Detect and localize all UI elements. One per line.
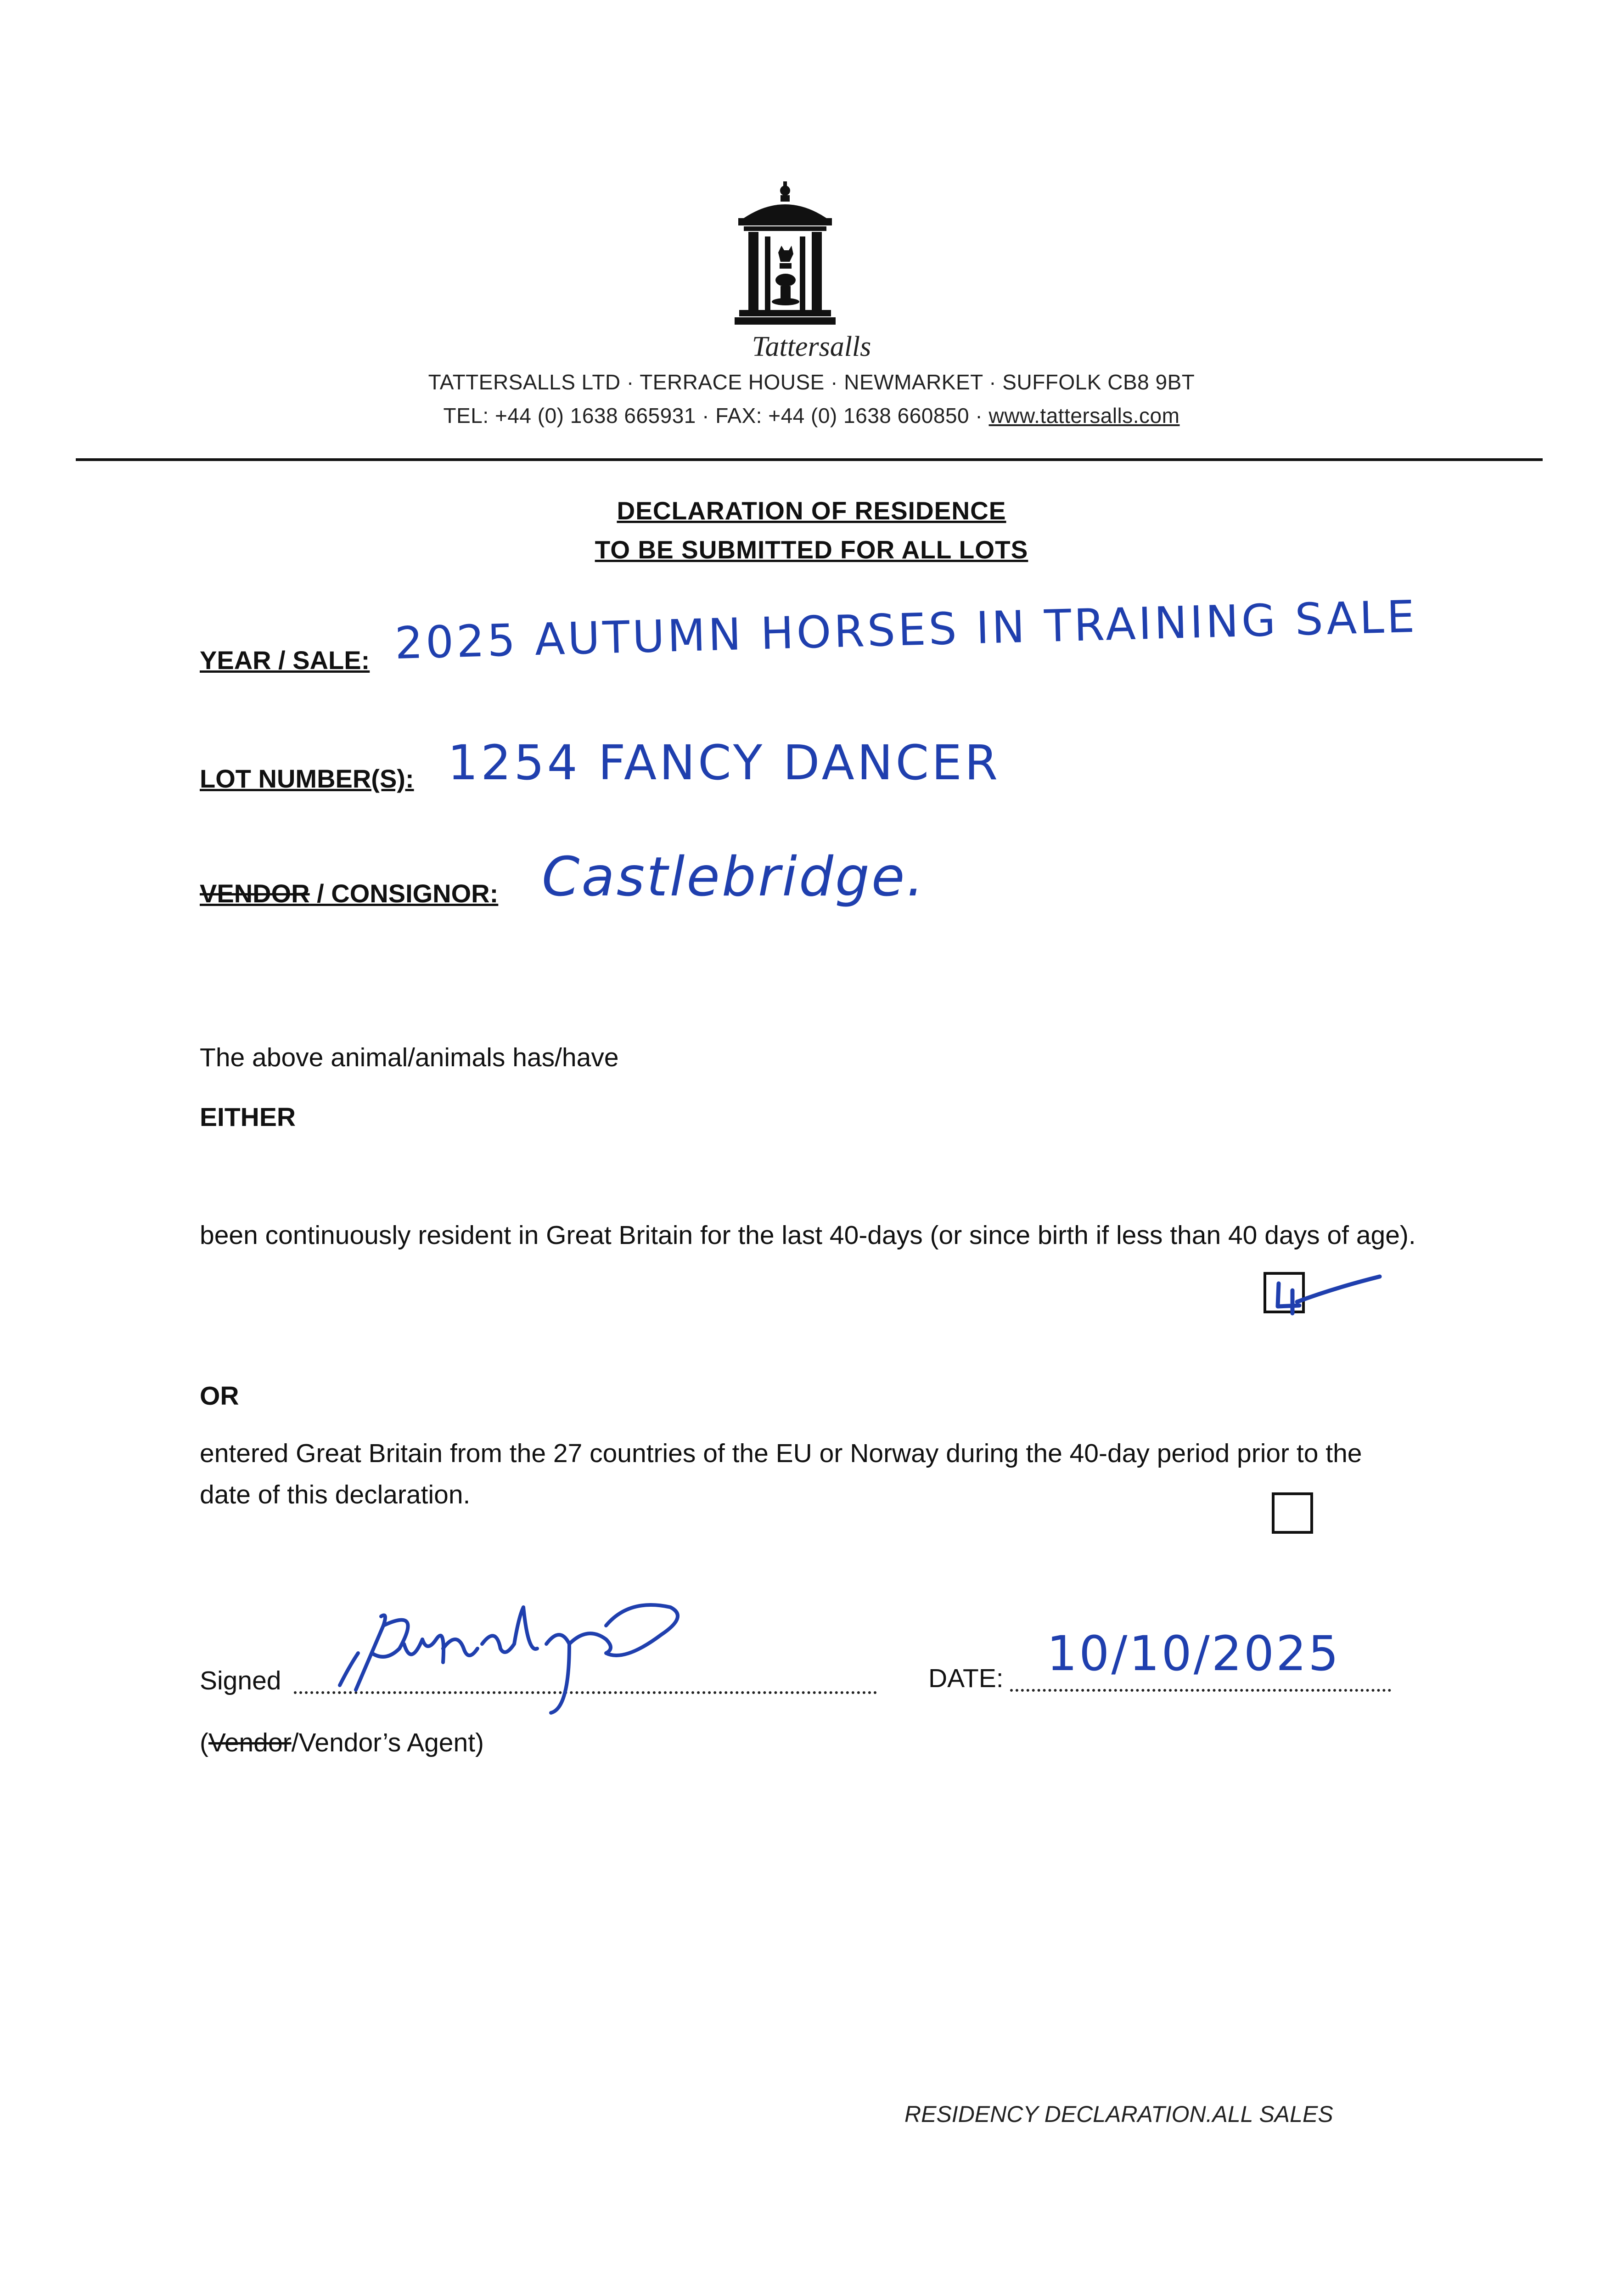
date-line: [1010, 1689, 1391, 1692]
tattersalls-logo: [730, 181, 840, 333]
or-heading: OR: [200, 1381, 239, 1411]
year-sale-value[interactable]: 2025 AUTUMN HORSES IN TRAINING SALE: [394, 591, 1418, 669]
role-rest: /Vendor’s Agent): [291, 1728, 484, 1757]
date-label: DATE:: [928, 1664, 1004, 1693]
consignor-label: [200, 878, 498, 908]
option-eu-checkbox[interactable]: [1272, 1492, 1313, 1534]
declaration-intro: The above animal/animals has/have: [200, 1043, 619, 1072]
website-link[interactable]: www.tattersalls.com: [988, 404, 1180, 428]
contact-line: [0, 403, 1623, 428]
address-line: TATTERSALLS LTD · TERRACE HOUSE · NEWMARKET · SUFFOLK CB8 9BT: [428, 370, 1195, 394]
phone-fax: TEL: +44 (0) 1638 665931 · FAX: +44 (0) 1638 660850 ·: [443, 404, 989, 428]
date-value[interactable]: 10/10/2025: [1047, 1626, 1341, 1682]
signer-role: [200, 1722, 484, 1763]
consignor-value[interactable]: Castlebridge.: [542, 845, 926, 908]
lot-number-value[interactable]: 1254 FANCY DANCER: [448, 735, 1001, 791]
brand-name: Tattersalls: [752, 331, 871, 362]
signature[interactable]: [331, 1598, 725, 1717]
option-resident-text: been continuously resident in Great Britain for the last 40-days (or since birth if less than 40 days of age).: [200, 1221, 1416, 1250]
document-subtitle: TO BE SUBMITTED FOR ALL LOTS: [595, 535, 1028, 564]
footer-reference: RESIDENCY DECLARATION.ALL SALES: [904, 2101, 1333, 2127]
role-struck: Vendor: [208, 1728, 292, 1757]
header-divider: [76, 458, 1543, 461]
option-eu-text: entered Great Britain from the 27 countries of the EU or Norway during the 40-day period prior to the date of this declaration.: [200, 1439, 1362, 1509]
lot-number-label: LOT NUMBER(S):: [200, 764, 414, 793]
checkmark-icon: [1265, 1256, 1384, 1325]
role-prefix: (: [200, 1728, 208, 1757]
vendor-struck-label: VENDOR: [200, 879, 310, 908]
document-title: DECLARATION OF RESIDENCE: [617, 496, 1006, 525]
year-sale-label: YEAR / SALE:: [200, 646, 370, 675]
signed-label: Signed: [200, 1666, 281, 1695]
consignor-label-text: / CONSIGNOR:: [309, 879, 499, 908]
either-heading: EITHER: [200, 1103, 296, 1132]
